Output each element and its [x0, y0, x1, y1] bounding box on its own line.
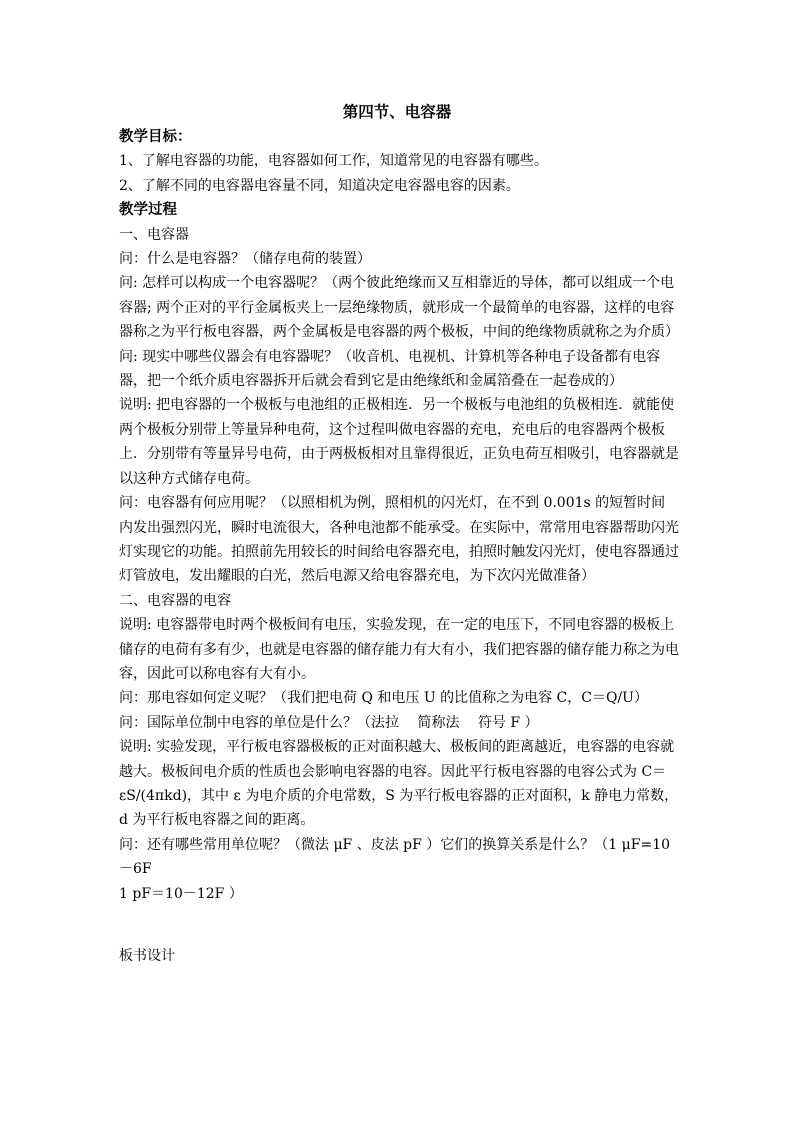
paragraph-units: 问：还有哪些常用单位呢？（微法 μF 、皮法 pF ）它们的换算关系是什么？（1 μF=10－6F	[119, 836, 671, 878]
paragraph-what-is-capacitor: 问：什么是电容器？（储存电荷的装置）	[119, 251, 371, 268]
goal-item-2: 2、了解不同的电容器电容量不同，知道决定电容器电容的因素。	[119, 177, 520, 194]
blank-line	[119, 906, 679, 930]
section1-heading: 一、电容器	[119, 226, 189, 243]
paragraph-pf-conversion: 1 pF＝10－12F ）	[119, 885, 243, 902]
board-design-heading: 板书设计	[119, 948, 175, 964]
document-title: 第四节、电容器	[342, 102, 452, 121]
paragraph-formula: 说明: 实验发现，平行板电容器极板的正对面积越大、极板间的距离越近，电容器的电容就越大。极板间电介质的性质也会影响电容器的电容。因此平行板电容器的电容公式为 C＝εS/(4πkd)，其中 ε 为电介质的介电常数，S 为平行板电容器的正对面积，k 静电力常数，d 为平行板电容器之间的距离。	[119, 739, 679, 829]
paragraph-si-unit: 问：国际单位制中电容的单位是什么？（法拉 简称法 符号 F ）	[119, 714, 539, 731]
goal-item-1: 1、了解电容器的功能，电容器如何工作，知道常见的电容器有哪些。	[119, 153, 548, 170]
paragraph-applications: 问：电容器有何应用呢？（以照相机为例，照相机的闪光灯，在不到 0.001s 的短暂时间内发出强烈闪光，瞬时电流很大，各种电池都不能承受。在实际中，常常用电容器帮助闪光灯实现它的功能。拍照前先用较长的时间给电容器充电，拍照时触发闪光灯，使电容器通过灯管放电，发出耀眼的白光，然后电源又给电容器充电，为下次闪光做准备）	[119, 495, 679, 585]
paragraph-devices: 问: 现实中哪些仪器会有电容器呢？（收音机、电视机、计算机等各种电子设备都有电容器，把一个纸介质电容器拆开后就会看到它是由绝缘纸和金属箔叠在一起卷成的）	[119, 348, 661, 390]
paragraph-charging: 说明: 把电容器的一个极板与电池组的正极相连．另一个极板与电池组的负极相连．就能使两个极板分别带上等量异种电荷，这个过程叫做电容器的充电，充电后的电容器两个极板上．分别带有等量异号电荷，由于两极板相对且靠得很近，正负电荷互相吸引，电容器就是以这种方式储存电荷。	[119, 397, 679, 487]
spacer	[119, 930, 679, 944]
process-heading: 教学过程	[119, 201, 177, 219]
paragraph-how-to-build: 问: 怎样可以构成一个电容器呢？（两个彼此绝缘而又互相靠近的导体，都可以组成一个电容器; 两个正对的平行金属板夹上一层绝缘物质，就形成一个最简单的电容器，这样的电容器称之为平行板电容器，两个金属板是电容器的两个极板，中间的绝缘物质就称之为介质）	[119, 275, 679, 341]
document-body	[119, 125, 679, 968]
paragraph-definition: 问：那电容如何定义呢？（我们把电荷 Q 和电压 U 的比值称之为电容 C，C＝Q/U）	[119, 690, 648, 707]
paragraph-capacitance-explained: 说明: 电容器带电时两个极板间有电压，实验发现，在一定的电压下，不同电容器的极板上储存的电荷有多有少，也就是电容器的储存能力有大有小，我们把容器的储存能力称之为电容，因此可以称电容有大有小。	[119, 617, 679, 682]
goals-heading: 教学目标：	[119, 128, 192, 145]
section2-heading: 二、电容器的电容	[119, 592, 231, 609]
